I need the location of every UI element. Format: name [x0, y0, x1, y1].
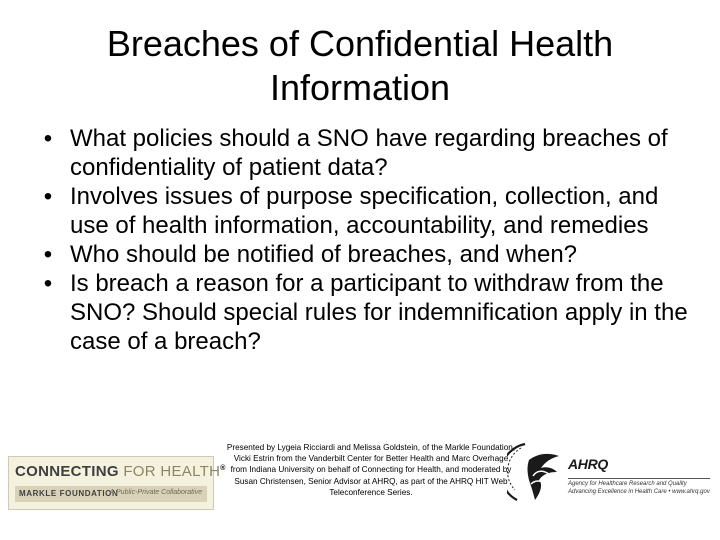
bullet-list — [26, 124, 696, 356]
ahrq-wordmark: AHRQ — [568, 456, 609, 472]
hhs-eagle-seal-icon — [507, 440, 565, 510]
ahrq-motto: Advancing Excellence in Health Care • www.ahrq.gov — [568, 489, 710, 495]
bullet-text: Involves issues of purpose specification, collection, and use of health information, accountability, and remedies — [70, 183, 659, 239]
bullet-text: What policies should a SNO have regarding breaches of confidentiality of patient data? — [70, 125, 668, 181]
bullet-dot-icon: • — [43, 183, 53, 210]
presenter-credit: Presented by Lygeia Ricciardi and Melissa Goldstein, of the Markle Foundation, Vicki Estrin from the Vanderbilt Center for Better Health and Marc Overhage from Indiana University on behalf of Connecting for Health, and moderated by Susan Christensen, Senior Advisor at AHRQ, as part of the AHRQ HIT Web Teleconference Series. — [226, 443, 516, 497]
slide-title: Breaches of Confidential Health Information — [106, 23, 614, 108]
bullet-text: Is breach a reason for a participant to withdraw from the SNO? Should special rules for indemnification apply in the case of a breach? — [70, 270, 688, 355]
ahrq-agency-name: Agency for Healthcare Research and Quality — [568, 481, 687, 487]
slide-footer — [0, 438, 720, 540]
bullet-item — [26, 124, 696, 182]
ahrq-divider — [568, 478, 710, 479]
bullet-item — [26, 182, 696, 240]
markle-foundation-label: MARKLE FOUNDATION — [19, 489, 119, 498]
bullet-dot-icon: • — [43, 125, 53, 152]
bullet-dot-icon: • — [43, 270, 53, 297]
ahrq-logo — [568, 454, 712, 510]
cfh-tagline: A Public-Private Collaborative — [109, 489, 202, 496]
bullet-dot-icon: • — [43, 241, 53, 268]
bullet-item — [26, 269, 696, 356]
bullet-text: Who should be notified of breaches, and when? — [70, 241, 578, 268]
cfh-subbar — [15, 486, 207, 502]
cfh-wordmark: CONNECTING FOR HEALTH® — [15, 463, 226, 480]
bullet-item — [26, 240, 696, 269]
connecting-for-health-logo — [8, 456, 226, 510]
